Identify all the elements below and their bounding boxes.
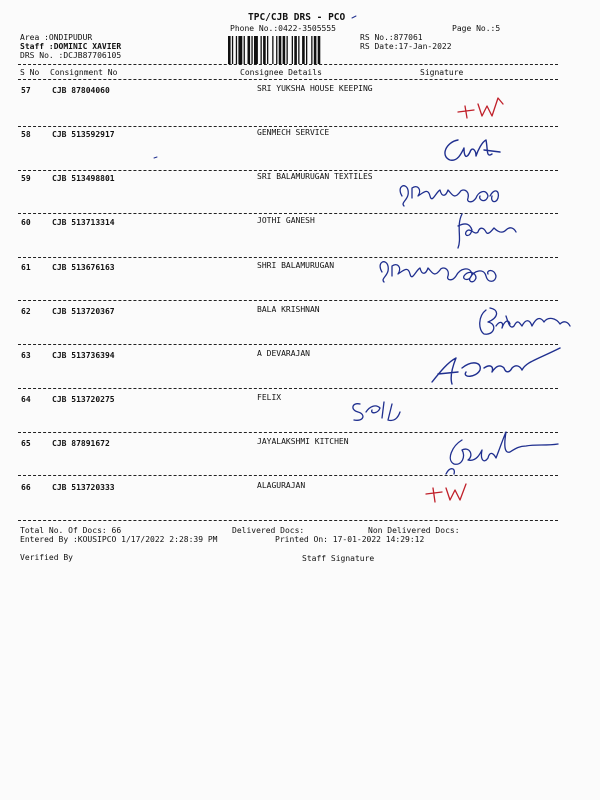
row-consignee: SHRI BALAMURUGAN <box>257 261 335 270</box>
row-consignee: JOTHI GANESH <box>257 216 315 225</box>
printed-on: Printed On: 17-01-2022 14:29:12 <box>275 535 425 544</box>
signature-row-57 <box>458 98 503 118</box>
rs-date: RS Date:17-Jan-2022 <box>360 42 452 51</box>
row-sno: 58 <box>21 130 31 139</box>
row-consignment: CJB 87804060 <box>52 86 110 95</box>
row-consignment: CJB 513498801 <box>52 174 115 183</box>
row-consignment: CJB 513713314 <box>52 218 115 227</box>
drs-number: DRS No. :DCJB87706105 <box>20 51 122 60</box>
row-consignee: A DEVARAJAN <box>257 349 310 358</box>
row-sno: 64 <box>21 395 31 404</box>
entered-by: Entered By :KOUSIPCO 1/17/2022 2:28:39 PM <box>20 535 218 544</box>
col-header-consignment: Consignment No <box>50 68 118 77</box>
row-sno: 60 <box>21 218 31 227</box>
row-consignment: CJB 513736394 <box>52 351 115 360</box>
non-delivered-docs: Non Delivered Docs: <box>368 526 460 535</box>
row-consignment: CJB 513720275 <box>52 395 115 404</box>
row-sno: 59 <box>21 174 31 183</box>
row-sno: 62 <box>21 307 31 316</box>
stray-ink-marks <box>154 16 356 158</box>
document-title: TPC/CJB DRS - PCO <box>248 12 346 23</box>
row-sno: 61 <box>21 263 31 272</box>
staff-label: Staff :DOMINIC XAVIER <box>20 42 122 51</box>
row-consignee: SRI BALAMURUGAN TEXTILES <box>257 172 373 181</box>
total-docs: Total No. Of Docs: 66 <box>20 526 122 535</box>
col-header-consignee: Consignee Details <box>240 68 322 77</box>
phone-number: Phone No.:0422-3505555 <box>230 24 336 33</box>
area-label: Area :ONDIPUDUR <box>20 33 93 42</box>
col-header-signature: Signature <box>420 68 464 77</box>
row-consignment: CJB 513720333 <box>52 483 115 492</box>
row-sno: 63 <box>21 351 31 360</box>
row-consignment: CJB 513592917 <box>52 130 115 139</box>
col-header-sno: S No <box>20 68 40 77</box>
signature-row-63 <box>432 348 560 384</box>
signature-row-66 <box>426 484 466 502</box>
row-consignee: JAYALAKSHMI KITCHEN <box>257 437 349 446</box>
delivered-docs: Delivered Docs: <box>232 526 305 535</box>
row-consignee: GENMECH SERVICE <box>257 128 330 137</box>
signature-row-65 <box>446 432 558 474</box>
rs-number: RS No.:877061 <box>360 33 423 42</box>
verified-by: Verified By <box>20 553 73 562</box>
signature-row-60 <box>458 214 516 248</box>
signature-row-58 <box>445 140 500 160</box>
signature-row-61 <box>380 262 496 282</box>
row-consignee: FELIX <box>257 393 282 402</box>
page-number: Page No.:5 <box>452 24 501 33</box>
signature-row-62 <box>480 308 570 334</box>
staff-signature-label: Staff Signature <box>302 554 375 563</box>
row-sno: 57 <box>21 86 31 95</box>
row-consignee: ALAGURAJAN <box>257 481 306 490</box>
row-consignee: BALA KRISHNAN <box>257 305 320 314</box>
row-consignment: CJB 87891672 <box>52 439 110 448</box>
signature-row-59 <box>400 186 498 206</box>
row-consignment: CJB 513676163 <box>52 263 115 272</box>
row-sno: 66 <box>21 483 31 492</box>
row-consignee: SRI YUKSHA HOUSE KEEPING <box>257 84 373 93</box>
row-consignment: CJB 513720367 <box>52 307 115 316</box>
signature-row-64 <box>353 402 400 421</box>
row-sno: 65 <box>21 439 31 448</box>
